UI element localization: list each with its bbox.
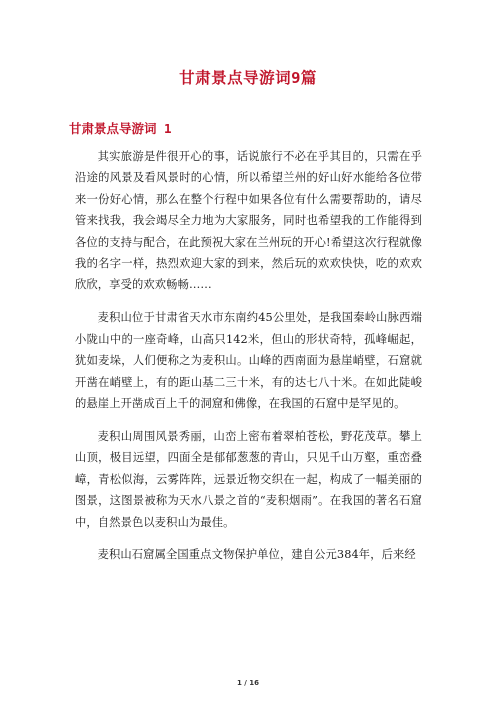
section-heading: 甘肃景点导游词 1 xyxy=(69,121,172,136)
paragraph: 麦积山周围风景秀丽，山峦上密布着翠柏苍松，野花茂草。攀上山顶，极目远望，四面全是郁郁葱葱的青山，只见千山万壑，重峦叠嶂，青松似海，云雾阵阵，远景近物交织在一起，构成了一幅美丽的图景，这图景被称为天水八景之首的“麦积烟雨”。在我国的著名石窟中，自然景色以麦积山为最佳。 xyxy=(75,429,422,529)
paragraph: 麦积山石窟属全国重点文物保护单位，建自公元384年，后来经 xyxy=(97,548,416,562)
paragraph: 麦积山位于甘肃省天水市东南约45公里处，是我国秦岭山脉西端小陇山中的一座奇峰，山高只142米，但山的形状奇特，孤峰崛起，犹如麦垛，人们便称之为麦积山。山峰的西南面为悬崖峭壁，石窟就开凿在峭壁上，有的距山基二三十米，有的达七八十米。在如此陡峻的悬崖上开凿成百上千的洞窟和佛像，在我国的石窟中是罕见的。 xyxy=(75,311,422,410)
document-title: 甘肃景点导游词9篇 xyxy=(179,69,317,87)
body-text xyxy=(75,146,422,577)
paragraph: 其实旅游是件很开心的事，话说旅行不必在乎其目的，只需在乎沿途的风景及看风景时的心情，所以希望兰州的好山好水能给各位带来一份好心情，那么在整个行程中如果各位有什么需要帮助的，请尽管来找我，我会竭尽全力地为大家服务，同时也希望我的工作能得到各位的支持与配合，在此预祝大家在兰州玩的开心!希望这次行程就像我的名字一样，热烈欢迎大家的到来，然后玩的欢欢快快，吃的欢欢欣欣，享受的欢欢畅畅…… xyxy=(75,150,422,292)
page-number: 1 / 16 xyxy=(236,679,260,687)
